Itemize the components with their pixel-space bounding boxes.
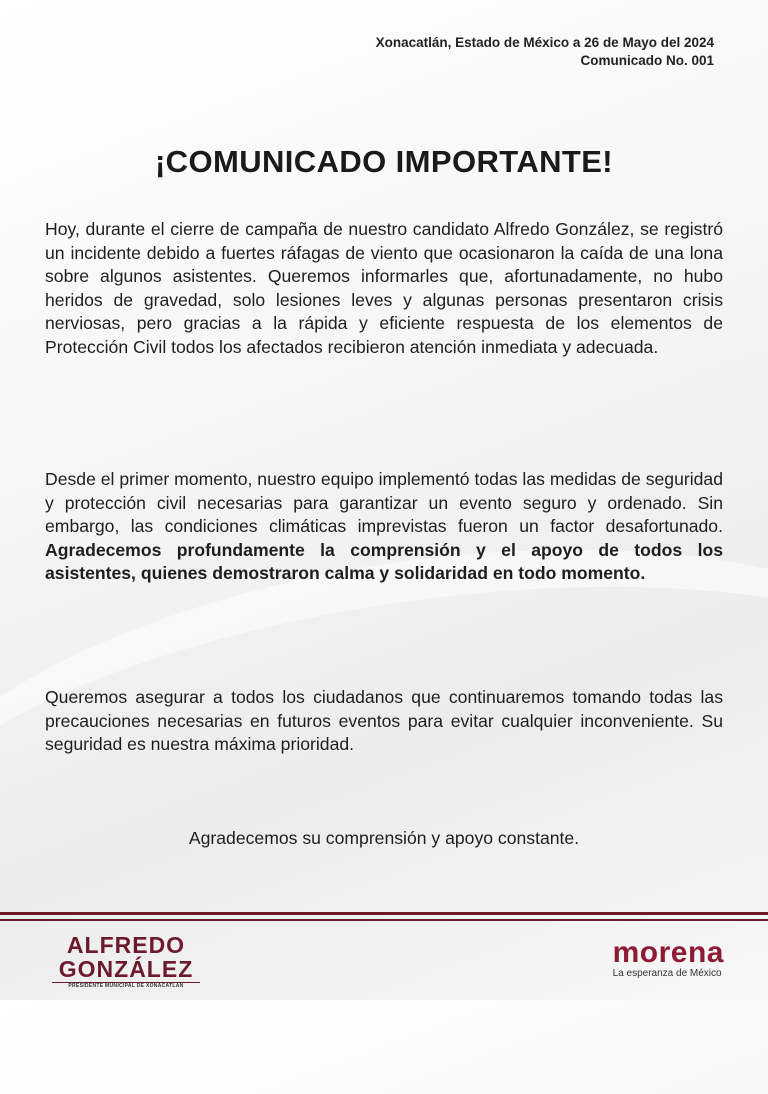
paragraph-2-regular: Desde el primer momento, nuestro equipo implementó todas las medidas de seguridad y protección civil necesarias para garantizar un evento seguro y ordenado. Sin embargo, las condiciones climáticas imprevistas fueron un factor desafortunado. xyxy=(45,469,723,537)
candidate-logo-title: PRESIDENTE MUNICIPAL DE XONACATLÁN xyxy=(52,982,200,990)
document-title: ¡COMUNICADO IMPORTANTE! xyxy=(154,144,614,179)
party-logo xyxy=(613,938,724,980)
paragraph-1: Hoy, durante el cierre de campaña de nuestro candidato Alfredo González, se registró un incidente debido a fuertes ráfagas de viento que ocasionaron la caída de una lona sobre algunos asistentes. Queremos informarles que, afortunadamente, no hubo heridos de gravedad, solo lesiones leves y algunas personas presentaron crisis nerviosas, pero gracias a la rápida y eficiente respuesta de los elementos de Protección Civil todos los afectados recibieron atención inmediata y adecuada. xyxy=(45,219,723,357)
closing-line: Agradecemos su comprensión y apoyo constante. xyxy=(188,828,580,848)
paragraph-2 xyxy=(45,468,723,586)
communique-number: Comunicado No. 001 xyxy=(580,53,714,68)
paragraph-3: Queremos asegurar a todos los ciudadanos que continuaremos tomando todas las precauciones necesarias en futuros eventos para evitar cualquier inconveniente. Su seguridad es nuestra máxima prioridad. xyxy=(45,687,723,755)
candidate-logo-first-name: ALFREDO xyxy=(66,932,186,958)
footer-divider-thin xyxy=(0,919,768,921)
paragraph-2-bold: Agradecemos profundamente la comprensión y el apoyo de todos los asistentes, quienes demostraron calma y solidaridad en todo momento. xyxy=(45,539,723,584)
place-date: Xonacatlán, Estado de México a 26 de Mayo del 2024 xyxy=(375,35,714,50)
party-logo-tagline: La esperanza de México xyxy=(612,968,722,979)
candidate-logo-last-name: GONZÁLEZ xyxy=(58,956,194,982)
party-logo-name: morena xyxy=(612,936,724,969)
document-header xyxy=(376,34,714,70)
candidate-logo xyxy=(52,933,200,990)
footer-divider xyxy=(0,912,768,915)
